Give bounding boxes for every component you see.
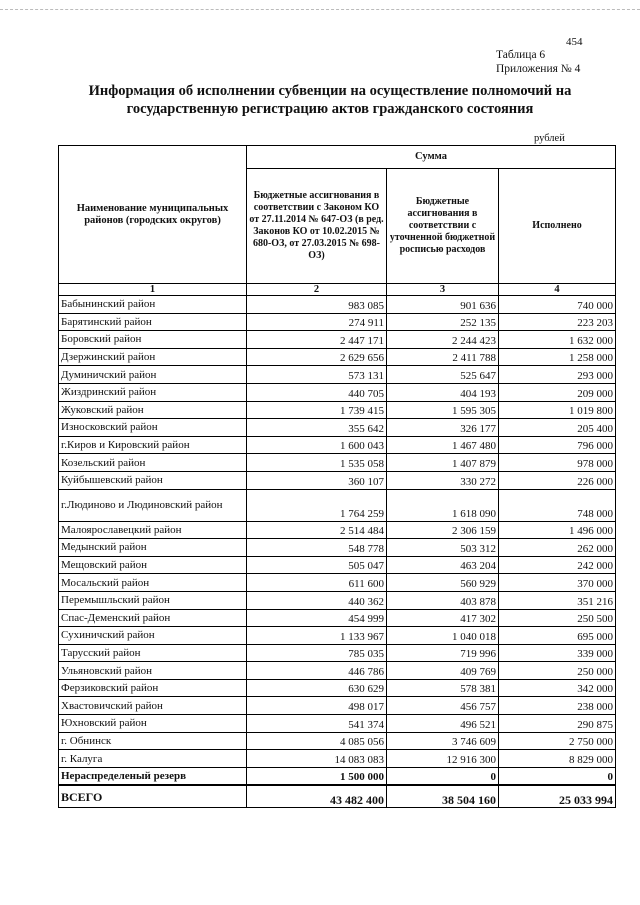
table-row — [59, 574, 616, 592]
row-name: Козельский район — [59, 454, 247, 472]
table-row — [59, 750, 616, 768]
scan-artifact-line — [0, 9, 640, 10]
table-row — [59, 715, 616, 733]
row-name: Дзержинский район — [59, 348, 247, 366]
row-executed: 1 019 800 — [499, 401, 616, 419]
header-budget-schedule: Бюджетные ассигнования в соответствии с уточненной бюджетной росписью расходов — [387, 169, 499, 284]
total-name: ВСЕГО — [59, 785, 247, 808]
table-row — [59, 679, 616, 697]
table-row — [59, 454, 616, 472]
header-executed: Исполнено — [499, 169, 616, 284]
row-name: Ульяновский район — [59, 662, 247, 680]
row-budget-law: 440 362 — [247, 591, 387, 609]
row-budget-law: 611 600 — [247, 574, 387, 592]
row-budget-law: 4 085 056 — [247, 732, 387, 750]
row-budget-schedule: 525 647 — [387, 366, 499, 384]
page-number: 454 — [566, 36, 583, 48]
row-budget-schedule: 1 595 305 — [387, 401, 499, 419]
row-budget-schedule: 404 193 — [387, 383, 499, 401]
row-executed: 370 000 — [499, 574, 616, 592]
table-row — [59, 627, 616, 645]
table-row — [59, 697, 616, 715]
row-budget-law: 983 085 — [247, 296, 387, 314]
row-budget-law: 360 107 — [247, 471, 387, 489]
table-row — [59, 419, 616, 437]
row-budget-schedule: 326 177 — [387, 419, 499, 437]
row-name: г. Калуга — [59, 750, 247, 768]
row-executed: 290 875 — [499, 715, 616, 733]
row-budget-law: 355 642 — [247, 419, 387, 437]
row-executed: 209 000 — [499, 383, 616, 401]
row-budget-schedule: 330 272 — [387, 471, 499, 489]
row-executed: 342 000 — [499, 679, 616, 697]
table-row — [59, 383, 616, 401]
row-executed: 250 500 — [499, 609, 616, 627]
row-name: Юхновский район — [59, 715, 247, 733]
header-sum: Сумма — [247, 146, 616, 169]
row-executed: 1 496 000 — [499, 521, 616, 539]
row-name: Жиздринский район — [59, 383, 247, 401]
table-row — [59, 662, 616, 680]
table-row — [59, 331, 616, 349]
row-budget-law: 1 739 415 — [247, 401, 387, 419]
table-row — [59, 348, 616, 366]
table-label: Таблица 6 — [496, 49, 546, 61]
row-executed: 8 829 000 — [499, 750, 616, 768]
row-budget-schedule: 1 040 018 — [387, 627, 499, 645]
appendix-label: Приложения № 4 — [496, 63, 581, 75]
column-number: 3 — [387, 284, 499, 296]
header-budget-law: Бюджетные ассигнования в соответствии с Законом КО от 27.11.2014 № 647-ОЗ (в ред. Законов КО от 10.02.2015 № 680-ОЗ, от 27.03.2015 № 698-ОЗ) — [247, 169, 387, 284]
table-row — [59, 489, 616, 521]
row-budget-law: 446 786 — [247, 662, 387, 680]
row-executed: 2 750 000 — [499, 732, 616, 750]
row-name: Ферзиковский район — [59, 679, 247, 697]
row-budget-schedule: 2 306 159 — [387, 521, 499, 539]
header-name: Наименование муниципальных районов (городских округов) — [59, 146, 247, 284]
row-name: Мещовский район — [59, 556, 247, 574]
row-budget-schedule: 496 521 — [387, 715, 499, 733]
row-budget-law: 1 600 043 — [247, 436, 387, 454]
table-row — [59, 521, 616, 539]
row-budget-law: 785 035 — [247, 644, 387, 662]
row-executed: 351 216 — [499, 591, 616, 609]
row-name: Нераспределеный резерв — [59, 767, 247, 785]
table-row — [59, 401, 616, 419]
row-executed: 0 — [499, 767, 616, 785]
row-budget-schedule: 578 381 — [387, 679, 499, 697]
row-budget-schedule: 3 746 609 — [387, 732, 499, 750]
table-row — [59, 313, 616, 331]
row-name: Куйбышевский район — [59, 471, 247, 489]
row-name: Думиничский район — [59, 366, 247, 384]
row-executed: 226 000 — [499, 471, 616, 489]
row-budget-schedule: 409 769 — [387, 662, 499, 680]
column-number: 4 — [499, 284, 616, 296]
table-row — [59, 767, 616, 785]
table-row — [59, 539, 616, 557]
row-budget-schedule: 901 636 — [387, 296, 499, 314]
row-budget-schedule: 403 878 — [387, 591, 499, 609]
row-name: Жуковский район — [59, 401, 247, 419]
row-budget-law: 1 133 967 — [247, 627, 387, 645]
row-name: Барятинский район — [59, 313, 247, 331]
row-executed: 796 000 — [499, 436, 616, 454]
row-budget-schedule: 252 135 — [387, 313, 499, 331]
page-title: Информация об исполнении субвенции на осуществление полномочий на государственную регистрацию актов гражданского состояния — [88, 83, 572, 117]
row-budget-law: 548 778 — [247, 539, 387, 557]
row-executed: 293 000 — [499, 366, 616, 384]
row-executed: 205 400 — [499, 419, 616, 437]
row-executed: 223 203 — [499, 313, 616, 331]
table-row — [59, 366, 616, 384]
table-row — [59, 471, 616, 489]
table-body — [59, 296, 616, 808]
row-name: г.Киров и Кировский район — [59, 436, 247, 454]
table-row — [59, 644, 616, 662]
row-budget-law: 498 017 — [247, 697, 387, 715]
row-executed: 238 000 — [499, 697, 616, 715]
row-name: Спас-Деменский район — [59, 609, 247, 627]
row-budget-schedule: 560 929 — [387, 574, 499, 592]
table-row — [59, 296, 616, 314]
row-name: Бабынинский район — [59, 296, 247, 314]
row-budget-schedule: 456 757 — [387, 697, 499, 715]
row-budget-law: 1 535 058 — [247, 454, 387, 472]
row-name: Сухиничский район — [59, 627, 247, 645]
row-budget-law: 541 374 — [247, 715, 387, 733]
row-name: Медынский район — [59, 539, 247, 557]
row-budget-law: 454 999 — [247, 609, 387, 627]
row-budget-law: 1 500 000 — [247, 767, 387, 785]
total-budget-law: 43 482 400 — [247, 785, 387, 808]
row-executed: 242 000 — [499, 556, 616, 574]
total-budget-schedule: 38 504 160 — [387, 785, 499, 808]
row-budget-schedule: 2 244 423 — [387, 331, 499, 349]
row-executed: 262 000 — [499, 539, 616, 557]
row-executed: 740 000 — [499, 296, 616, 314]
row-executed: 250 000 — [499, 662, 616, 680]
row-budget-law: 2 514 484 — [247, 521, 387, 539]
row-executed: 695 000 — [499, 627, 616, 645]
row-budget-law: 573 131 — [247, 366, 387, 384]
units-label: рублей — [534, 133, 565, 144]
row-budget-schedule: 417 302 — [387, 609, 499, 627]
row-executed: 1 632 000 — [499, 331, 616, 349]
row-budget-schedule: 1 618 090 — [387, 489, 499, 521]
row-budget-schedule: 503 312 — [387, 539, 499, 557]
row-budget-law: 440 705 — [247, 383, 387, 401]
row-executed: 978 000 — [499, 454, 616, 472]
row-name: Тарусский район — [59, 644, 247, 662]
row-budget-law: 274 911 — [247, 313, 387, 331]
row-name: г.Людиново и Людиновский район — [59, 489, 247, 521]
row-executed: 748 000 — [499, 489, 616, 521]
column-number: 1 — [59, 284, 247, 296]
table-row — [59, 556, 616, 574]
table-row — [59, 609, 616, 627]
row-executed: 1 258 000 — [499, 348, 616, 366]
row-budget-law: 14 083 083 — [247, 750, 387, 768]
row-name: г. Обнинск — [59, 732, 247, 750]
row-budget-schedule: 0 — [387, 767, 499, 785]
row-budget-law: 630 629 — [247, 679, 387, 697]
row-budget-schedule: 12 916 300 — [387, 750, 499, 768]
row-name: Боровский район — [59, 331, 247, 349]
table-row — [59, 436, 616, 454]
row-budget-schedule: 463 204 — [387, 556, 499, 574]
row-name: Мосальский район — [59, 574, 247, 592]
subvention-table — [58, 145, 616, 808]
row-name: Малоярославецкий район — [59, 521, 247, 539]
total-executed: 25 033 994 — [499, 785, 616, 808]
row-budget-schedule: 1 407 879 — [387, 454, 499, 472]
row-name: Износковский район — [59, 419, 247, 437]
table-row — [59, 732, 616, 750]
column-number: 2 — [247, 284, 387, 296]
row-budget-law: 2 629 656 — [247, 348, 387, 366]
row-budget-law: 1 764 259 — [247, 489, 387, 521]
row-budget-schedule: 2 411 788 — [387, 348, 499, 366]
row-budget-schedule: 1 467 480 — [387, 436, 499, 454]
row-budget-law: 505 047 — [247, 556, 387, 574]
row-name: Хвастовичский район — [59, 697, 247, 715]
table-row — [59, 591, 616, 609]
row-executed: 339 000 — [499, 644, 616, 662]
total-row — [59, 785, 616, 808]
row-budget-schedule: 719 996 — [387, 644, 499, 662]
row-name: Перемышльский район — [59, 591, 247, 609]
row-budget-law: 2 447 171 — [247, 331, 387, 349]
